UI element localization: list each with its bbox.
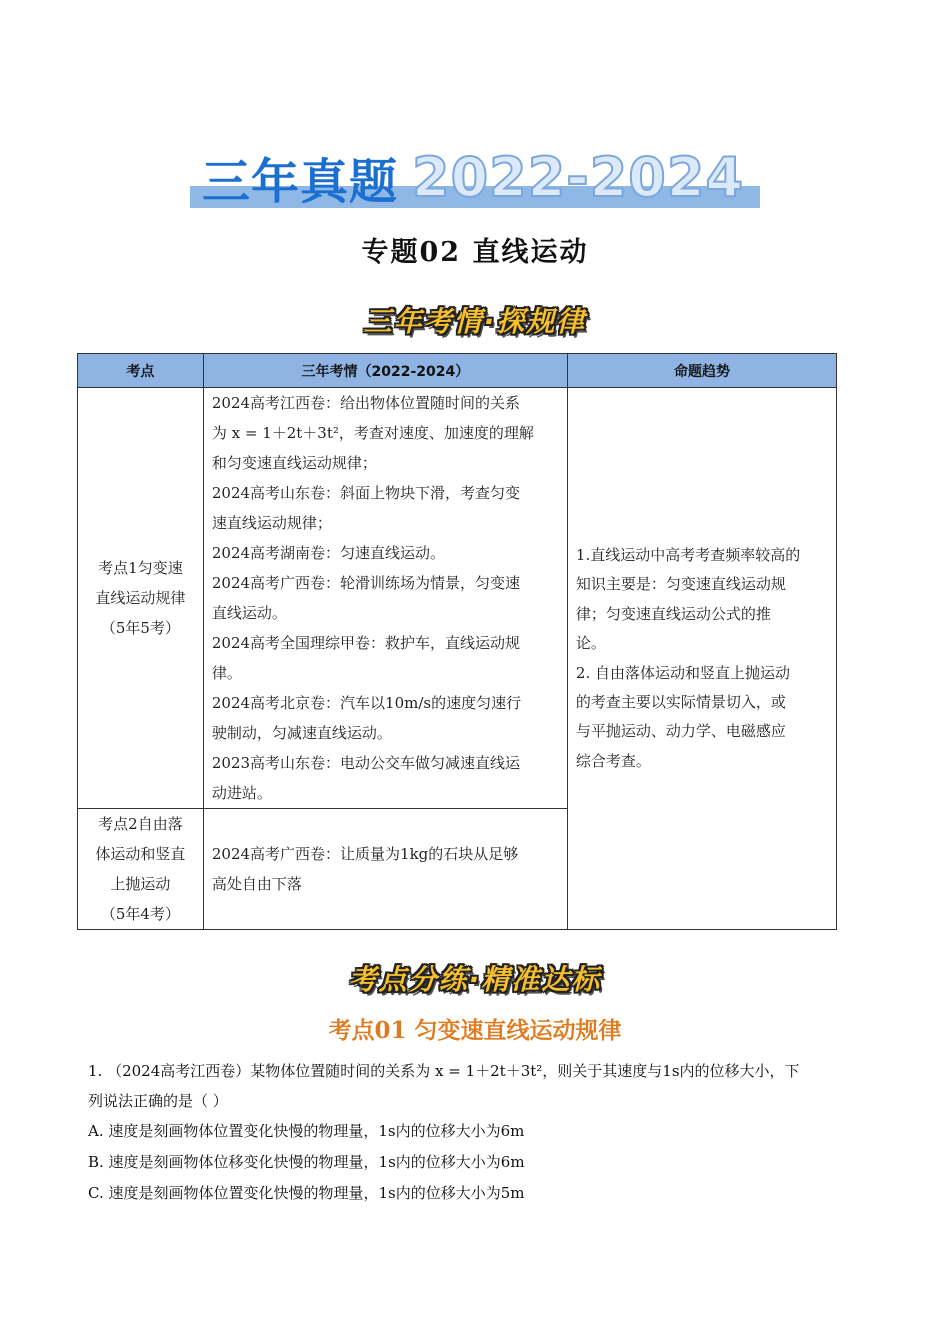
table-header-row bbox=[78, 354, 837, 388]
item-line: 2024高考全国理综甲卷：救护车，直线运动规 bbox=[211, 634, 521, 652]
item-line: 驶制动，匀减速直线运动。 bbox=[211, 724, 392, 742]
question-stem-line: 1. （2024高考江西卷）某物体位置随时间的关系为 x = 1＋2t＋3t²，则关于其速度与1s内的位移大小，下 bbox=[88, 1062, 800, 1080]
item-line: 和匀变速直线运动规律； bbox=[211, 454, 377, 472]
trend-line: 的考查主要以实际情景切入，或 bbox=[575, 692, 786, 711]
item-line: 高处自由下落 bbox=[211, 875, 302, 893]
trend-line: 2. 自由落体运动和竖直上抛运动 bbox=[575, 663, 790, 682]
option-a: A. 速度是刻画物体位置变化快慢的物理量，1s内的位移大小为6m bbox=[88, 1122, 525, 1140]
item-line: 律。 bbox=[211, 664, 242, 682]
items-cell-1 bbox=[203, 388, 567, 809]
trend-line: 与平抛运动、动力学、电磁感应 bbox=[575, 722, 786, 741]
item-line: 动进站。 bbox=[211, 784, 272, 802]
item-line: 2024高考湖南卷：匀速直线运动。 bbox=[211, 544, 446, 562]
kaodian-cell-2 bbox=[78, 809, 204, 930]
option-c: C. 速度是刻画物体位置变化快慢的物理量，1s内的位移大小为5m bbox=[88, 1184, 525, 1202]
header-kaodian: 考点 bbox=[78, 354, 204, 388]
item-line: 2024高考北京卷：汽车以10m/s的速度匀速行 bbox=[211, 694, 522, 712]
item-line: 2024高考广西卷：让质量为1kg的石块从足够 bbox=[211, 845, 519, 863]
section-banner-practice: 考点分练·精准达标 bbox=[348, 963, 602, 996]
kaodian-line: 上抛运动 bbox=[110, 875, 171, 893]
kaodian-line: 体运动和竖直 bbox=[95, 845, 186, 863]
items-cell-2 bbox=[203, 809, 567, 930]
question-1 bbox=[88, 1056, 858, 1209]
exam-analysis-table bbox=[77, 353, 837, 930]
trend-line: 1.直线运动中高考考查频率较高的 bbox=[575, 545, 801, 564]
item-line: 2024高考广西卷：轮滑训练场为情景，匀变速 bbox=[211, 574, 521, 592]
item-line: 2024高考山东卷：斜面上物块下滑，考查匀变 bbox=[211, 484, 521, 502]
item-line: 直线运动。 bbox=[211, 604, 287, 622]
trend-line: 知识主要是：匀变速直线运动规 bbox=[575, 575, 786, 594]
kaodian-line: （5年5考） bbox=[100, 619, 180, 637]
trend-line: 论。 bbox=[575, 634, 606, 653]
question-stem-line: 列说法正确的是（ ） bbox=[88, 1092, 228, 1110]
table-row bbox=[78, 388, 837, 809]
kaodian-line: 直线运动规律 bbox=[95, 589, 186, 607]
header-trend: 命题趋势 bbox=[567, 354, 836, 388]
kaodian-cell-1 bbox=[78, 388, 204, 809]
trend-line: 综合考查。 bbox=[575, 751, 651, 770]
trend-line: 律；匀变速直线运动公式的推 bbox=[575, 604, 771, 623]
item-line: 2024高考江西卷：给出物体位置随时间的关系 bbox=[211, 394, 521, 412]
topic-title: 专题02 直线运动 bbox=[361, 237, 589, 268]
banner-title-cn: 三年真题 bbox=[202, 153, 399, 210]
option-b: B. 速度是刻画物体位移变化快慢的物理量，1s内的位移大小为6m bbox=[88, 1153, 525, 1171]
trend-cell bbox=[567, 388, 836, 930]
header-sannian: 三年考情（2022-2024） bbox=[203, 354, 567, 388]
kaodian-line: 考点1匀变速 bbox=[98, 559, 183, 577]
title-banner bbox=[190, 146, 760, 208]
section-banner-trends: 三年考情·探规律 bbox=[363, 305, 587, 338]
item-line: 2023高考山东卷：电动公交车做匀减速直线运 bbox=[211, 754, 521, 772]
banner-text bbox=[190, 146, 760, 208]
banner-title-years: 2022-2024 bbox=[412, 145, 745, 209]
kaodian-line: 考点2自由落 bbox=[98, 815, 183, 833]
kaodian-heading: 考点01 匀变速直线运动规律 bbox=[328, 1017, 622, 1044]
kaodian-line: （5年4考） bbox=[100, 905, 180, 923]
item-line: 速直线运动规律； bbox=[211, 514, 332, 532]
item-line: 为 x = 1＋2t＋3t²，考查对速度、加速度的理解 bbox=[211, 424, 534, 442]
